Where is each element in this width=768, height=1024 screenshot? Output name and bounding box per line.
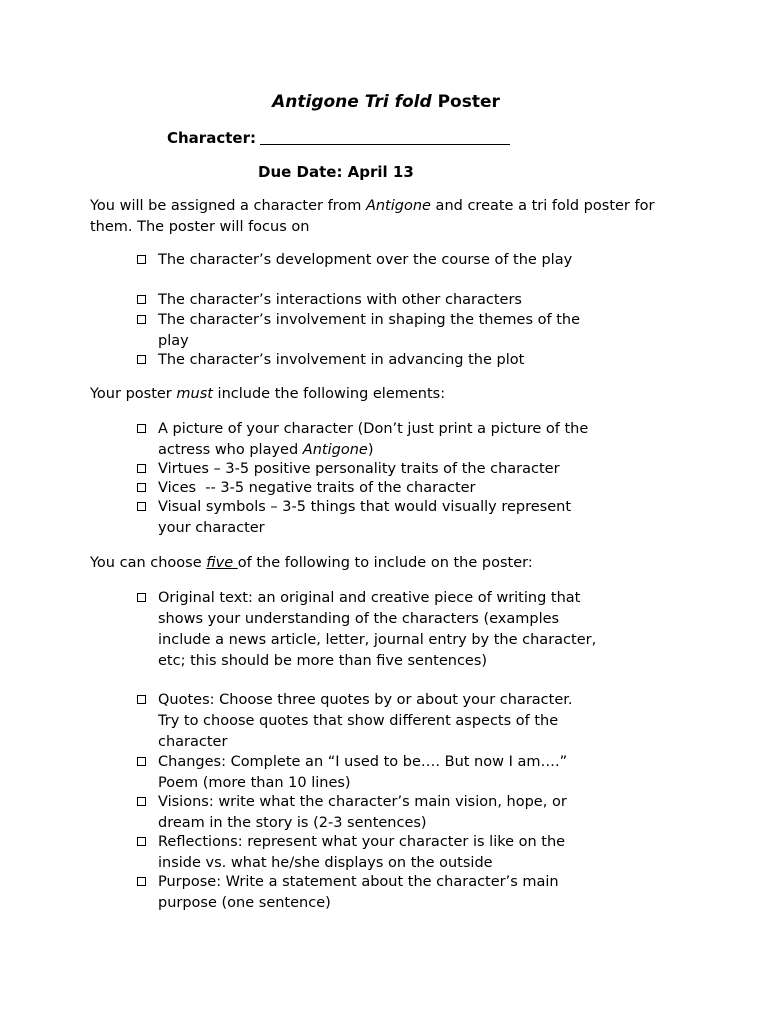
due-date: Due Date: April 13 — [258, 163, 414, 181]
intro-text-2: and create a tri fold poster for them. The poster will focus on — [90, 198, 655, 235]
list-item-text: Visions: write what the character’s main vision, hope, or dream in the story is (2-3 sentences) — [158, 794, 567, 831]
list-item — [137, 459, 597, 478]
checkbox-icon — [137, 483, 146, 492]
list-item-text: The character’s involvement in advancing the plot — [158, 352, 525, 368]
character-blank-line — [260, 130, 510, 145]
list-item — [137, 290, 597, 310]
list-item-text: Quotes: Choose three quotes by or about your character. Try to choose quotes that show different aspects of the character — [158, 692, 573, 750]
checkbox-icon — [137, 593, 146, 602]
list-item — [137, 310, 597, 350]
choose-underlined: five — [206, 555, 238, 571]
list-item-text: Changes: Complete an “I used to be…. But now I am….” Poem (more than 10 lines) — [158, 754, 568, 791]
title-italic: Antigone Tri fold — [272, 92, 432, 112]
checkbox-icon — [137, 295, 146, 304]
checkbox-icon — [137, 695, 146, 704]
checkbox-icon — [137, 797, 146, 806]
list-item-text: Virtues – 3-5 positive personality traits of the character — [158, 461, 560, 477]
checkbox-icon — [137, 502, 146, 511]
character-label: Character: — [167, 129, 256, 147]
list-item-text: The character’s interactions with other characters — [158, 292, 522, 308]
checkbox-icon — [137, 424, 146, 433]
list-item — [137, 478, 597, 497]
list-item — [137, 419, 597, 459]
list-item — [137, 350, 597, 371]
choose-paragraph — [90, 553, 690, 574]
checkbox-icon — [137, 255, 146, 264]
list-item — [137, 690, 597, 752]
list-item — [137, 250, 597, 290]
choose-text-2: of the following to include on the poster: — [237, 555, 533, 571]
checkbox-icon — [137, 315, 146, 324]
must-text-1: Your poster — [90, 386, 177, 402]
list-item-text: The character’s involvement in shaping the themes of the play — [158, 312, 581, 349]
list-item-text: Reflections: represent what your character is like on the inside vs. what he/she displays on the outside — [158, 834, 566, 871]
list-item — [137, 792, 597, 832]
page-title — [0, 92, 768, 112]
title-plain: Poster — [437, 92, 500, 112]
intro-paragraph — [90, 196, 690, 238]
character-line — [167, 129, 510, 147]
list-item-text: The character’s development over the course of the play — [158, 252, 573, 268]
focus-list — [137, 250, 597, 371]
list-item-text: Vices -- 3-5 negative traits of the character — [158, 480, 476, 496]
checkbox-icon — [137, 757, 146, 766]
checkbox-icon — [137, 355, 146, 364]
list-item-text: Original text: an original and creative piece of writing that shows your understanding of the characters (examples include a news article, letter, journal entry by the character, etc; this should be more than five sentences) — [158, 590, 597, 669]
choose-list — [137, 588, 597, 914]
checkbox-icon — [137, 837, 146, 846]
list-item — [137, 832, 597, 872]
choose-text-1: You can choose — [90, 555, 207, 571]
list-item-text: A picture of your character (Don’t just print a picture of the actress who played — [158, 421, 589, 458]
list-item-text: Purpose: Write a statement about the character’s main purpose (one sentence) — [158, 874, 559, 911]
list-item-text: Visual symbols – 3-5 things that would visually represent your character — [158, 499, 572, 536]
must-list — [137, 419, 597, 539]
must-paragraph — [90, 384, 690, 405]
must-text-2: include the following elements: — [212, 386, 446, 402]
checkbox-icon — [137, 877, 146, 886]
intro-italic: Antigone — [365, 198, 431, 214]
list-item — [137, 497, 597, 539]
list-item-italic: Antigone — [302, 442, 368, 458]
checkbox-icon — [137, 464, 146, 473]
list-item — [137, 588, 597, 690]
list-item — [137, 752, 597, 792]
must-italic: must — [176, 386, 213, 402]
intro-text-1: You will be assigned a character from — [90, 198, 366, 214]
list-item — [137, 872, 597, 914]
list-item-text-end: ) — [367, 442, 374, 458]
